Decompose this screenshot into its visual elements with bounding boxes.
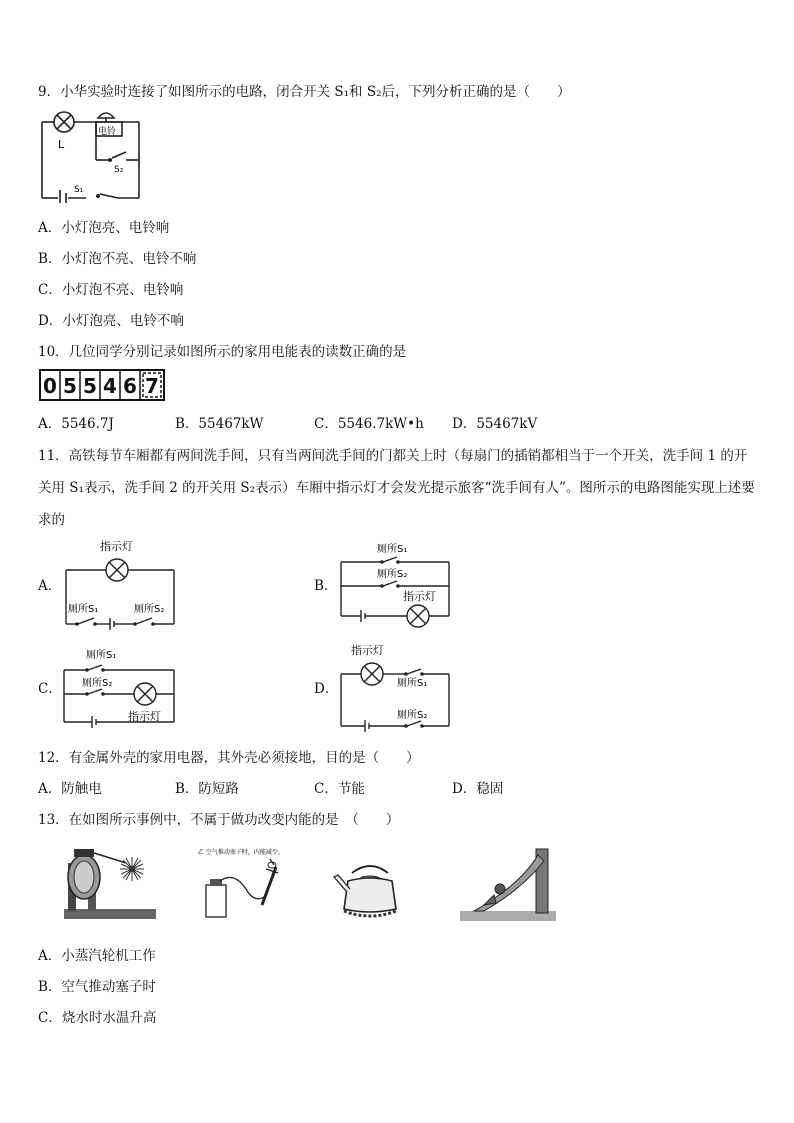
meter-digit-decimal: 7: [145, 374, 159, 398]
q11-option-d-letter: D．: [314, 681, 339, 697]
q9-lamp-label: L: [58, 138, 65, 151]
q13-stem: 13．在如图所示事例中，不属于做功改变内能的是 （ ）: [38, 812, 400, 828]
q9-option-d: D．小灯泡亮、电铃不响: [38, 313, 184, 329]
q11-c-s1-label: 厕所S₁: [86, 650, 117, 661]
q9-bell-label: 电铃: [98, 127, 117, 137]
q11-a-s1-label: 厕所S₁: [68, 604, 99, 615]
q13-figure-air-pushing-cork: [192, 845, 287, 923]
q11-a-s2-label: 厕所S₂: [134, 604, 165, 615]
q11-option-c-letter: C．: [38, 681, 62, 697]
q11-option-b-letter: B．: [314, 578, 338, 594]
q11-c-lamp-label: 指示灯: [128, 710, 161, 723]
meter-digit: 0: [43, 374, 57, 398]
q13-figure-b-caption: 乙 空气推动塞子时，内能减少。: [198, 849, 284, 856]
meter-digit: 5: [83, 374, 97, 398]
q11-a-lamp-label: 指示灯: [100, 540, 133, 553]
q9-option-b: B．小灯泡不亮、电铃不响: [38, 251, 197, 267]
q10-option-c: C．5546.7kW•h: [314, 416, 424, 432]
q11-c-s2-label: 厕所S₂: [82, 678, 113, 689]
q11-b-lamp-label: 指示灯: [403, 590, 436, 603]
q11-d-lamp-label: 指示灯: [351, 644, 384, 657]
q13-option-c: C．烧水时水温升高: [38, 1010, 157, 1026]
q9-circuit-figure: [38, 108, 148, 203]
q10-energy-meter: [38, 368, 168, 402]
q9-s2-label: S₂: [114, 165, 124, 175]
q11-b-s1-label: 厕所S₁: [377, 544, 408, 555]
q12-option-d: D．稳固: [452, 781, 504, 797]
q11-stem: 11．高铁每节车厢都有两间洗手间，只有当两间洗手间的门都关上时（每扇门的插销都相当于一个开关，洗手间 1 的开关用 S₁表示，洗手间 2 的开关用 S₂表示）车厢中指示灯才会发光提示旅客“洗手间有人”。图所示的电路图能实现上述要求的: [38, 448, 755, 528]
q12-option-b: B．防短路: [175, 781, 239, 797]
meter-digit: 6: [123, 374, 137, 398]
q10-stem: 10．几位同学分别记录如图所示的家用电能表的读数正确的是: [38, 344, 407, 360]
meter-digit: 5: [63, 374, 77, 398]
q13-figure-steam-turbine: [60, 843, 160, 923]
q9-option-c: C．小灯泡不亮、电铃响: [38, 282, 184, 298]
q11-circuit-d: [335, 640, 455, 732]
q10-option-b: B．55467kW: [175, 416, 264, 432]
q11-d-s2-label: 厕所S₂: [397, 710, 428, 721]
q12-option-c: C．节能: [314, 781, 365, 797]
q11-circuit-c: [58, 644, 183, 732]
q11-b-s2-label: 厕所S₂: [377, 569, 408, 580]
q10-option-a: A．5546.7J: [38, 416, 114, 432]
q13-figure-boiling-kettle: [330, 855, 410, 923]
q11-d-s1-label: 厕所S₁: [397, 678, 428, 689]
q12-option-a: A．防触电: [38, 781, 102, 797]
q11-option-a-letter: A．: [38, 578, 62, 594]
q13-option-b: B．空气推动塞子时: [38, 979, 156, 995]
q13-option-a: A．小蒸汽轮机工作: [38, 948, 156, 964]
q11-circuit-a: [58, 536, 183, 636]
q12-stem: 12．有金属外壳的家用电器，其外壳必须接地，目的是（ ）: [38, 750, 420, 766]
q11-circuit-b: [335, 538, 455, 636]
q9-stem: 9．小华实验时连接了如图所示的电路，闭合开关 S₁和 S₂后，下列分析正确的是（ ）: [38, 84, 571, 100]
q13-figure-slide: [460, 845, 556, 923]
q9-option-a: A．小灯泡亮、电铃响: [38, 220, 170, 236]
q9-s1-label: S₁: [74, 185, 84, 195]
q10-option-d: D．55467kV: [452, 416, 538, 432]
meter-digit: 4: [103, 374, 117, 398]
